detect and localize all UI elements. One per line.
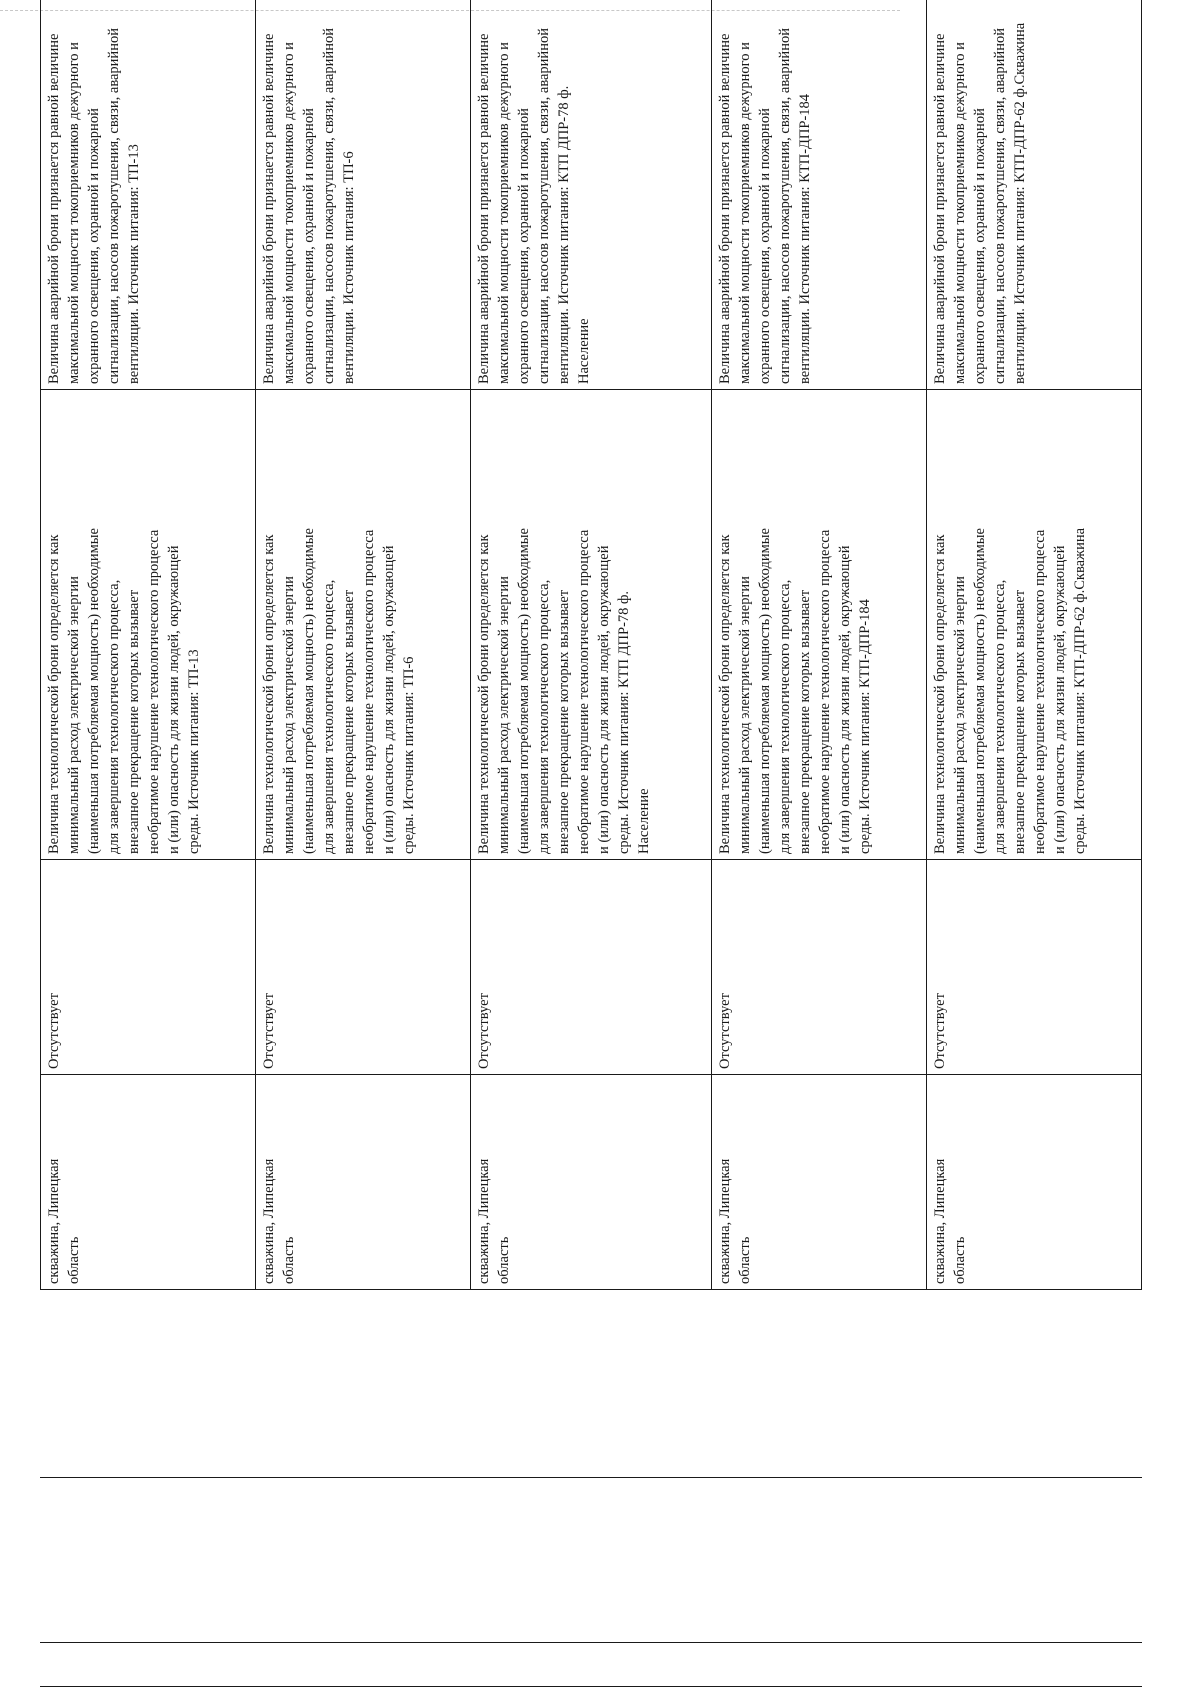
tech-minimum-text: Отсутствует	[931, 993, 948, 1069]
tech-reserve-cell	[256, 390, 471, 860]
tech-minimum-cell	[926, 860, 1141, 1075]
table-row	[926, 0, 1141, 1290]
tech-reserve-text: Величина технологической брони определяется как минимальный расход электрической энергии (наименьшая потребляемая мощность) необходимые для завершения технологического процесса, внезапное прекращение которых вызывает необратимое нарушение технологического процесса и (или) опасность для жизни людей, окружающей среды. Источник питания: ТП-6	[261, 528, 418, 854]
table-row	[256, 0, 471, 1290]
emergency-reserve-cell	[711, 0, 926, 390]
tech-reserve-text: Величина технологической брони определяется как минимальный расход электрической энергии (наименьшая потребляемая мощность) необходимые для завершения технологического процесса, внезапное прекращение которых вызывает необратимое нарушение технологического процесса и (или) опасность для жизни людей, окружающей среды. Источник питания: КТП ДПР-78 ф. Население	[476, 528, 653, 854]
tech-reserve-cell	[926, 390, 1141, 860]
emergency-reserve-text: Величина аварийной брони признается равной величине максимальной мощности токоприемников дежурного и охранного освещения, охранной и пожарной сигнализации, насосов пожаротушения, связи, аварийной вентиляции. Источник питания: ТП-6	[261, 28, 358, 384]
emergency-reserve-text: Величина аварийной брони признается равной величине максимальной мощности токоприемников дежурного и охранного освещения, охранной и пожарной сигнализации, насосов пожаротушения, связи, аварийной вентиляции. Источник питания: ТП-13	[46, 28, 142, 384]
table-row	[711, 0, 926, 1290]
object-cell	[711, 1075, 926, 1290]
object-cell	[926, 1075, 1141, 1290]
tech-minimum-cell	[711, 860, 926, 1075]
tech-minimum-text: Отсутствует	[261, 993, 278, 1069]
object-cell	[41, 1075, 256, 1290]
tech-reserve-text: Величина технологической брони определяется как минимальный расход электрической энергии (наименьшая потребляемая мощность) необходимые для завершения технологического процесса, внезапное прекращение которых вызывает необратимое нарушение технологического процесса и (или) опасность для жизни людей, окружающей среды. Источник питания: КТП-ДПР-62 ф.Скважина	[931, 527, 1088, 854]
power-reserve-table	[40, 0, 1142, 1290]
table-row	[41, 0, 256, 1290]
tech-reserve-text: Величина технологической брони определяется как минимальный расход электрической энергии (наименьшая потребляемая мощность) необходимые для завершения технологического процесса, внезапное прекращение которых вызывает необратимое нарушение технологического процесса и (или) опасность для жизни людей, окружающей среды. Источник питания: КТП-ДПР-184	[716, 528, 873, 854]
tech-reserve-cell	[471, 390, 712, 860]
emergency-reserve-text: Величина аварийной брони признается равной величине максимальной мощности токоприемников дежурного и охранного освещения, охранной и пожарной сигнализации, насосов пожаротушения, связи, аварийной вентиляции. Источник питания: КТП-ДПР-62 ф.Скважина	[931, 22, 1028, 384]
emergency-reserve-cell	[256, 0, 471, 390]
object-text: скважина, Липецкая область	[931, 1158, 968, 1284]
rotated-table-wrapper	[40, 0, 1142, 1290]
ruled-line	[40, 1477, 1142, 1478]
tech-minimum-cell	[471, 860, 712, 1075]
ruled-line	[40, 1642, 1142, 1643]
tech-minimum-cell	[41, 860, 256, 1075]
object-text: скважина, Липецкая область	[46, 1158, 82, 1284]
ruled-line	[40, 1686, 1142, 1687]
object-text: скважина, Липецкая область	[261, 1158, 298, 1284]
tech-minimum-text: Отсутствует	[46, 993, 62, 1069]
emergency-reserve-text: Величина аварийной брони признается равной величине максимальной мощности токоприемников дежурного и охранного освещения, охранной и пожарной сигнализации, насосов пожаротушения, связи, аварийной вентиляции. Источник питания: КТП ДПР-78 ф. Население	[476, 28, 593, 384]
tech-reserve-text: Величина технологической брони определяется как минимальный расход электрической энергии (наименьшая потребляемая мощность) необходимые для завершения технологического процесса, внезапное прекращение которых вызывает необратимое нарушение технологического процесса и (или) опасность для жизни людей, окружающей среды. Источник питания: ТП-13	[46, 528, 202, 854]
object-text: скважина, Липецкая область	[716, 1158, 753, 1284]
object-cell	[256, 1075, 471, 1290]
tech-minimum-text: Отсутствует	[476, 993, 493, 1069]
emergency-reserve-cell	[926, 0, 1141, 390]
tech-reserve-cell	[41, 390, 256, 860]
object-cell	[471, 1075, 712, 1290]
emergency-reserve-cell	[471, 0, 712, 390]
tech-minimum-text: Отсутствует	[716, 993, 733, 1069]
emergency-reserve-text: Величина аварийной брони признается равной величине максимальной мощности токоприемников дежурного и охранного освещения, охранной и пожарной сигнализации, насосов пожаротушения, связи, аварийной вентиляции. Источник питания: КТП-ДПР-184	[716, 28, 813, 384]
emergency-reserve-cell	[41, 0, 256, 390]
tech-reserve-cell	[711, 390, 926, 860]
table-row	[471, 0, 712, 1290]
object-text: скважина, Липецкая область	[476, 1158, 513, 1284]
tech-minimum-cell	[256, 860, 471, 1075]
